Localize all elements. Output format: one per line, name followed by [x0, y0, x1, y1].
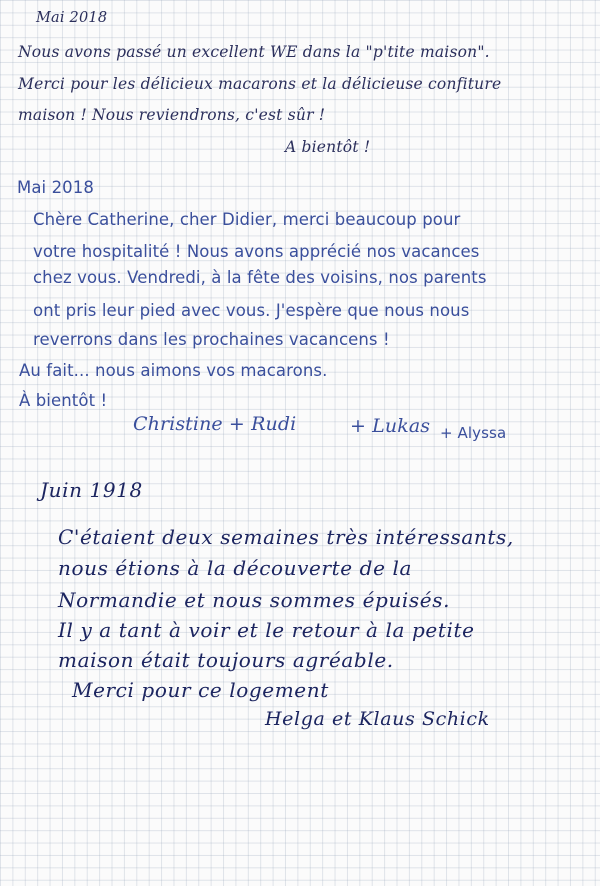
- entry-line: maison ! Nous reviendrons, c'est sûr !: [18, 106, 326, 124]
- signature: Helga et Klaus Schick: [265, 708, 490, 730]
- entry-line: Il y a tant à voir et le retour à la petite: [58, 618, 475, 642]
- entry-line: Merci pour les délicieux macarons et la délicieuse confiture: [18, 75, 502, 93]
- entry-line: Merci pour ce logement: [72, 678, 329, 702]
- entry-line: Chère Catherine, cher Didier, merci beaucoup pour: [33, 210, 461, 229]
- entry-line: reverrons dans les prochaines vacancens !: [33, 330, 390, 349]
- signature: + Alyssa: [440, 424, 507, 442]
- entry-line: C'étaient deux semaines très intéressants,: [58, 525, 514, 549]
- entry-line: Au fait... nous aimons vos macarons.: [19, 361, 328, 380]
- entry-closing: A bientôt !: [285, 138, 371, 156]
- entry-line: ont pris leur pied avec vous. J'espère que nous nous: [33, 301, 470, 320]
- entry-line: Normandie et nous sommes épuisés.: [58, 588, 451, 612]
- entry-line: chez vous. Vendredi, à la fête des voisins, nos parents: [33, 268, 487, 287]
- entry-date: Juin 1918: [40, 478, 143, 502]
- signature: + Lukas: [350, 415, 431, 437]
- signature: Christine + Rudi: [133, 413, 297, 435]
- entry-line: votre hospitalité ! Nous avons apprécié nos vacances: [33, 242, 480, 261]
- entry-line: maison était toujours agréable.: [58, 648, 394, 672]
- entry-line: Nous avons passé un excellent WE dans la "p'tite maison".: [18, 43, 490, 61]
- entry-date: Mai 2018: [36, 10, 108, 26]
- entry-date: Mai 2018: [17, 178, 94, 197]
- entry-line: nous étions à la découverte de la: [58, 556, 412, 580]
- entry-closing: À bientôt !: [19, 391, 108, 410]
